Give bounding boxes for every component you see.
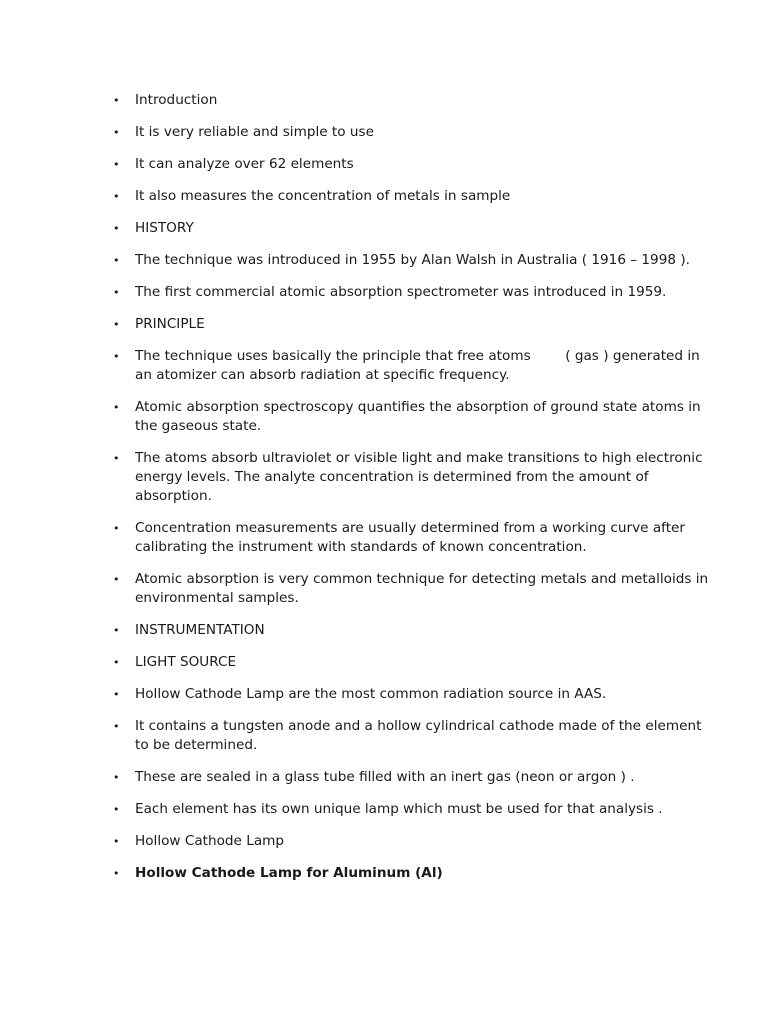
list-item-text: The first commercial atomic absorption spectrometer was introduced in 1959.: [135, 284, 667, 300]
section-heading-principle: PRINCIPLE: [135, 316, 205, 332]
bullet-icon: •: [113, 94, 120, 107]
bullet-icon: •: [113, 624, 120, 637]
list-item: [110, 315, 710, 334]
list-item: [110, 519, 710, 557]
list-item: [110, 717, 710, 755]
section-heading-instrumentation: INSTRUMENTATION: [135, 622, 265, 638]
list-item: [110, 800, 710, 819]
bullet-icon: •: [113, 835, 120, 848]
bullet-icon: •: [113, 222, 120, 235]
bullet-icon: •: [113, 656, 120, 669]
section-heading-light-source: LIGHT SOURCE: [135, 654, 237, 670]
list-item-text: It is very reliable and simple to use: [135, 124, 374, 140]
bullet-icon: •: [113, 720, 120, 733]
list-item-text: It also measures the concentration of metals in sample: [135, 188, 511, 204]
list-item-text: Concentration measurements are usually determined from a working curve after calibrating the instrument with standards of known concentration.: [135, 520, 690, 555]
list-item: [110, 685, 710, 704]
list-item: [110, 621, 710, 640]
bullet-icon: •: [113, 190, 120, 203]
bullet-list: [110, 91, 713, 896]
bullet-icon: •: [113, 688, 120, 701]
list-item: [110, 398, 710, 436]
bullet-icon: •: [113, 158, 120, 171]
list-item: [110, 251, 710, 270]
list-item: [110, 347, 710, 385]
bullet-icon: •: [113, 318, 120, 331]
list-item: [110, 570, 713, 608]
list-item: [110, 283, 710, 302]
list-item: [110, 187, 710, 206]
bullet-icon: •: [113, 350, 120, 363]
bullet-icon: •: [113, 254, 120, 267]
bullet-icon: •: [113, 286, 120, 299]
list-item: [110, 123, 710, 142]
bullet-icon: •: [113, 803, 120, 816]
bullet-icon: •: [113, 573, 120, 586]
list-item-text: The atoms absorb ultraviolet or visible light and make transitions to high electronic energy levels. The analyte concentration is determined from the amount of absorption.: [135, 450, 707, 504]
list-item-text: It can analyze over 62 elements: [135, 156, 354, 172]
list-item-text: Each element has its own unique lamp which must be used for that analysis .: [135, 801, 663, 817]
section-heading-history: HISTORY: [135, 220, 194, 236]
list-item-text: It contains a tungsten anode and a hollow cylindrical cathode made of the element to be determined.: [135, 718, 706, 753]
bullet-icon: •: [113, 401, 120, 414]
list-item: [110, 768, 710, 787]
list-item-text: Hollow Cathode Lamp: [135, 833, 285, 849]
list-item-text: The technique uses basically the principle that free atoms ( gas ) generated in an atomizer can absorb radiation at specific frequency.: [135, 348, 705, 383]
bullet-icon: •: [113, 126, 120, 139]
list-item: [110, 864, 710, 883]
list-item-text: These are sealed in a glass tube filled with an inert gas (neon or argon ) .: [135, 769, 635, 785]
list-item: [110, 653, 710, 672]
list-item-text: Introduction: [135, 92, 218, 108]
list-item: [110, 91, 710, 110]
list-item-text: Atomic absorption is very common technique for detecting metals and metalloids in environmental samples.: [135, 571, 713, 606]
bullet-icon: •: [113, 522, 120, 535]
list-item-text: The technique was introduced in 1955 by Alan Walsh in Australia ( 1916 – 1998 ).: [135, 252, 690, 268]
list-item: [110, 219, 710, 238]
bold-caption: Hollow Cathode Lamp for Aluminum (Al): [135, 865, 443, 881]
list-item-text: Hollow Cathode Lamp are the most common radiation source in AAS.: [135, 686, 607, 702]
list-item: [110, 155, 710, 174]
bullet-icon: •: [113, 452, 120, 465]
list-item: [110, 832, 710, 851]
list-item: [110, 449, 710, 506]
bullet-icon: •: [113, 771, 120, 784]
bullet-icon: •: [113, 867, 120, 880]
list-item-text: Atomic absorption spectroscopy quantifies the absorption of ground state atoms in the gaseous state.: [135, 399, 705, 434]
